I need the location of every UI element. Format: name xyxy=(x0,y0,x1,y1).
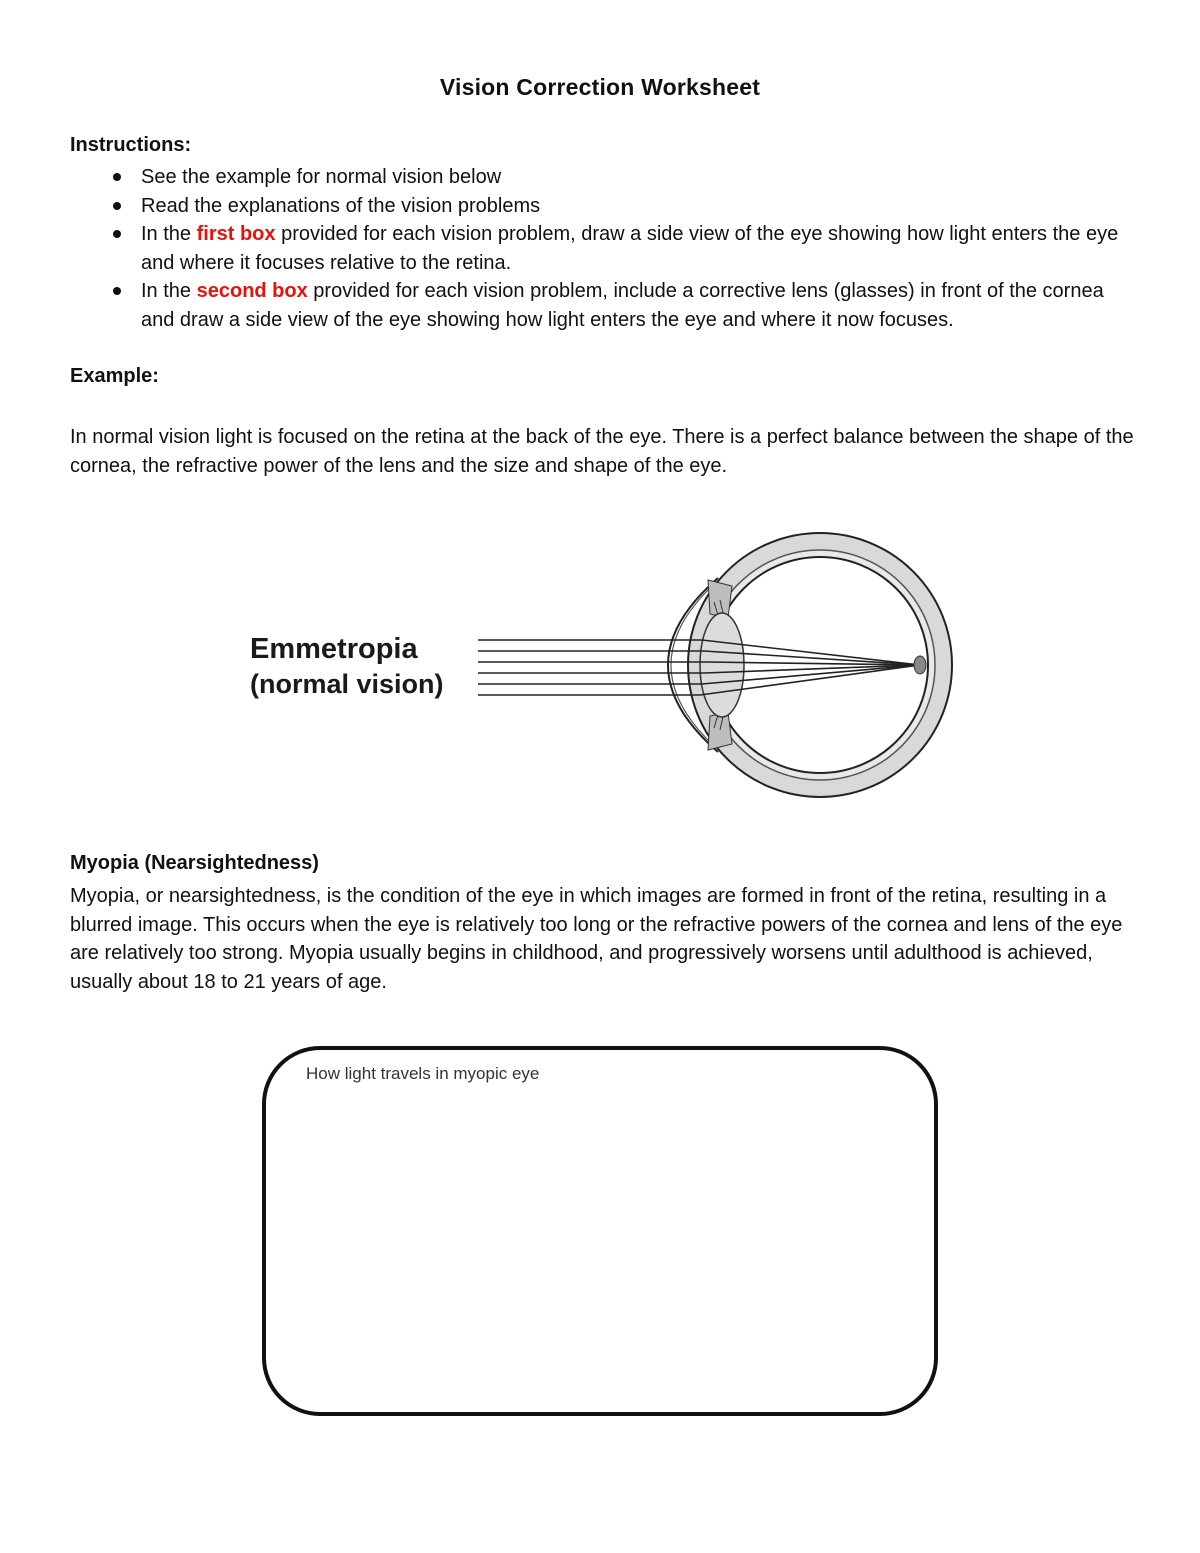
myopic-eye-drawing-box[interactable] xyxy=(262,1046,938,1416)
drawing-box-label: How light travels in myopic eye xyxy=(306,1064,540,1083)
instruction-text-end: provided for each vision problem, include a corrective lens (glasses) in front of the cornea and draw a side view of the eye showing how light enters the eye and where it now focuses. xyxy=(141,280,1104,331)
instructions-heading: Instructions: xyxy=(70,134,192,156)
bullet-icon xyxy=(113,173,121,181)
instruction-item xyxy=(70,277,1140,334)
instruction-item xyxy=(70,220,1140,277)
figure-label-normal-vision: (normal vision) xyxy=(250,669,444,699)
iris-upper-shape xyxy=(708,580,732,618)
bullet-icon xyxy=(113,287,121,295)
figure-label-emmetropia: Emmetropia xyxy=(250,633,418,665)
bullet-icon xyxy=(113,202,121,210)
instruction-text-start: In the xyxy=(141,280,197,302)
instructions-list xyxy=(70,163,1140,334)
instruction-item xyxy=(70,163,1140,192)
instruction-text: Read the explanations of the vision problems xyxy=(141,194,541,217)
crystalline-lens-shape xyxy=(700,613,744,717)
iris-lower-shape xyxy=(708,712,732,750)
bullet-icon xyxy=(113,230,121,238)
myopia-heading: Myopia (Nearsightedness) xyxy=(70,852,319,874)
example-heading: Example: xyxy=(70,365,159,387)
instruction-text: See the example for normal vision below xyxy=(141,166,502,188)
second-box-highlight: second box xyxy=(196,280,308,302)
emmetropia-eye-diagram xyxy=(240,510,970,820)
focal-point-shape xyxy=(914,656,926,674)
example-paragraph: In normal vision light is focused on the retina at the back of the eye. There is a perfect balance between the shape of the cornea, the refractive power of the lens and the size and shape of the eye. xyxy=(70,426,1134,477)
instruction-text-start: In the xyxy=(141,223,197,245)
instruction-text-end: provided for each vision problem, draw a side view of the eye showing how light enters the eye and where it focuses relative to the retina. xyxy=(141,223,1119,274)
first-box-highlight: first box xyxy=(196,223,276,245)
page-title: Vision Correction Worksheet xyxy=(439,74,761,100)
instruction-item xyxy=(70,192,1140,221)
myopia-paragraph: Myopia, or nearsightedness, is the condition of the eye in which images are formed in front of the retina, resulting in a blurred image. This occurs when the eye is relatively too long or the refractive powers of the cornea and lens of the eye are relatively too strong. Myopia usually begins in childhood, and progressively worsens until adulthood is achieved, usually about 18 to 21 years of age. xyxy=(70,885,1123,993)
